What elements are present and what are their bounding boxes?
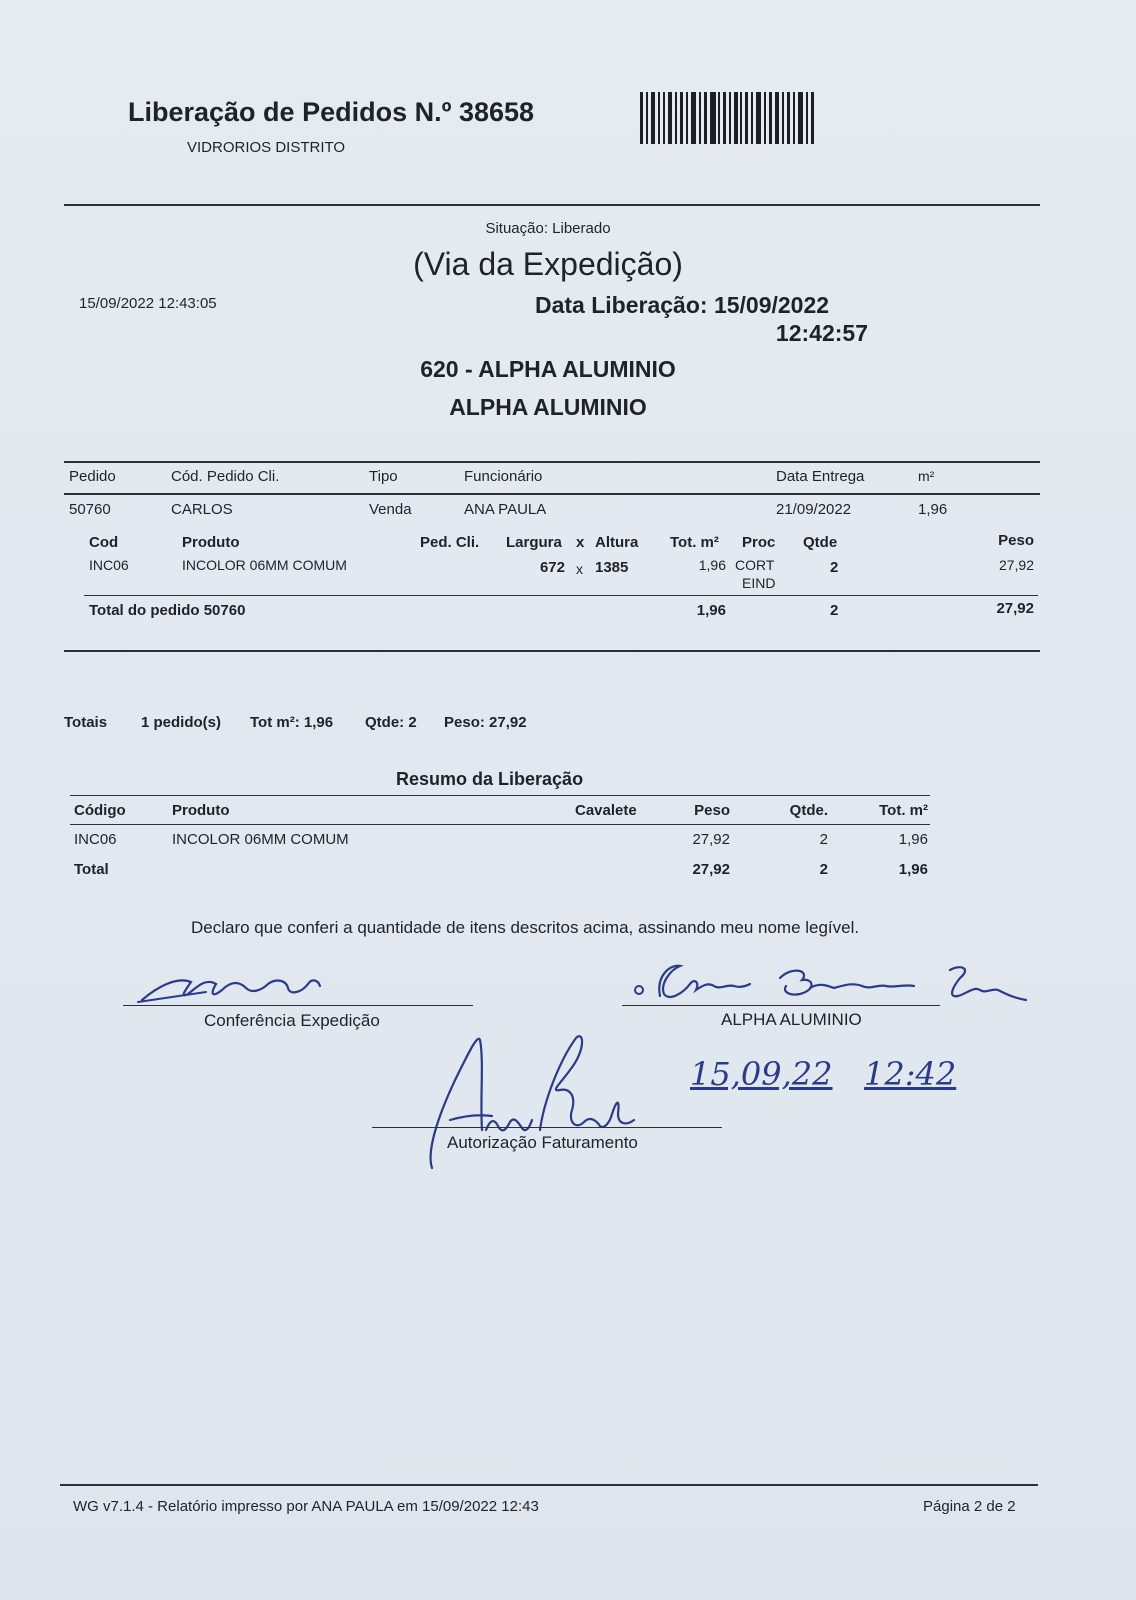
summary-col-qtde: Qtde. bbox=[789, 802, 828, 819]
client-signature bbox=[630, 956, 1040, 1012]
item-cod: INC06 bbox=[89, 557, 129, 573]
order-section-bottom-rule bbox=[64, 650, 1040, 652]
barcode bbox=[640, 92, 815, 144]
summary-col-cavalete: Cavalete bbox=[575, 802, 637, 819]
item-x: x bbox=[576, 561, 583, 577]
items-col-largura: Largura bbox=[506, 534, 562, 551]
items-col-tot-m2: Tot. m² bbox=[670, 534, 719, 551]
summary-row-produto: INCOLOR 06MM COMUM bbox=[172, 831, 349, 848]
order-pedido: 50760 bbox=[69, 501, 111, 518]
summary-col-codigo: Código bbox=[74, 802, 126, 819]
autorizacao-signature-line bbox=[372, 1127, 722, 1128]
col-data-entrega: Data Entrega bbox=[776, 468, 865, 485]
autorizacao-label: Autorização Faturamento bbox=[447, 1133, 638, 1152]
totals-pedidos: 1 pedido(s) bbox=[141, 714, 222, 731]
declaration-text: Declaro que conferi a quantidade de itens descritos acima, assinando meu nome legível. bbox=[191, 918, 860, 937]
col-tipo: Tipo bbox=[369, 468, 398, 485]
summary-row-qtde: 2 bbox=[819, 831, 828, 848]
client-signature-label: ALPHA ALUMINIO bbox=[721, 1010, 862, 1029]
client-signature-line bbox=[622, 1005, 940, 1006]
handwritten-date: 15,09,22 bbox=[690, 1055, 833, 1093]
summary-top-rule bbox=[70, 795, 930, 796]
item-proc-eind: EIND bbox=[742, 575, 776, 591]
client-code-name: 620 - ALPHA ALUMINIO bbox=[420, 356, 676, 382]
totals-label: Totais bbox=[64, 714, 108, 731]
items-col-altura: Altura bbox=[595, 534, 639, 551]
items-col-proc: Proc bbox=[742, 534, 776, 551]
summary-col-peso: Peso bbox=[694, 802, 730, 819]
order-table-top-rule bbox=[64, 461, 1040, 463]
copy-type: (Via da Expedição) bbox=[413, 246, 683, 282]
order-tipo: Venda bbox=[369, 501, 412, 518]
company-name: VIDRORIOS DISTRITO bbox=[187, 139, 346, 156]
item-largura: 672 bbox=[539, 559, 565, 576]
conferencia-signature-line bbox=[123, 1005, 473, 1006]
summary-col-produto: Produto bbox=[172, 802, 230, 819]
header-divider bbox=[64, 204, 1040, 206]
totals-qtde: Qtde: 2 bbox=[365, 714, 417, 731]
order-table-header-rule bbox=[64, 493, 1040, 495]
summary-total-qtde: 2 bbox=[819, 861, 828, 878]
totals-peso: Peso: 27,92 bbox=[444, 714, 527, 731]
document-title: Liberação de Pedidos N.º 38658 bbox=[128, 97, 535, 127]
summary-total-peso: 27,92 bbox=[692, 861, 730, 878]
summary-header-rule bbox=[70, 824, 930, 825]
order-total-m2: 1,96 bbox=[696, 602, 726, 619]
summary-total-label: Total bbox=[74, 861, 109, 878]
items-col-qtde: Qtde bbox=[803, 534, 838, 551]
footer-rule bbox=[60, 1484, 1038, 1486]
order-total-qtde: 2 bbox=[830, 602, 839, 619]
items-col-cod: Cod bbox=[89, 534, 119, 551]
summary-total-tot-m2: 1,96 bbox=[898, 861, 928, 878]
col-cod-pedido-cli: Cód. Pedido Cli. bbox=[171, 468, 280, 485]
items-col-ped-cli: Ped. Cli. bbox=[420, 534, 480, 551]
client-name: ALPHA ALUMINIO bbox=[449, 394, 647, 420]
totals-tot-m2: Tot m²: 1,96 bbox=[250, 714, 334, 731]
items-col-produto: Produto bbox=[182, 534, 240, 551]
order-cod-pedido-cli: CARLOS bbox=[171, 501, 233, 518]
conferencia-label: Conferência Expedição bbox=[204, 1011, 380, 1030]
items-total-rule bbox=[84, 595, 1038, 596]
summary-row-peso: 27,92 bbox=[692, 831, 730, 848]
items-col-peso: Peso bbox=[998, 532, 1034, 549]
item-altura: 1385 bbox=[595, 559, 629, 576]
summary-col-tot-m2: Tot. m² bbox=[879, 802, 928, 819]
col-funcionario: Funcionário bbox=[464, 468, 543, 485]
order-data-entrega: 21/09/2022 bbox=[776, 501, 852, 518]
order-funcionario: ANA PAULA bbox=[464, 501, 547, 518]
handwritten-time: 12:42 bbox=[864, 1055, 957, 1093]
item-proc-cort: CORT bbox=[735, 557, 775, 573]
release-time: 12:42:57 bbox=[775, 320, 868, 346]
item-tot-m2: 1,96 bbox=[698, 557, 726, 573]
footer-page-number: Página 2 de 2 bbox=[923, 1498, 1016, 1515]
autorizacao-signature bbox=[420, 1030, 660, 1175]
summary-title: Resumo da Liberação bbox=[396, 769, 584, 789]
item-qtde: 2 bbox=[830, 559, 839, 576]
order-total-peso: 27,92 bbox=[996, 600, 1034, 617]
print-datetime: 15/09/2022 12:43:05 bbox=[79, 295, 217, 312]
summary-row-codigo: INC06 bbox=[74, 831, 117, 848]
order-total-label: Total do pedido 50760 bbox=[89, 602, 246, 619]
item-peso: 27,92 bbox=[998, 557, 1034, 573]
col-pedido: Pedido bbox=[69, 468, 116, 485]
footer-printed-by: WG v7.1.4 - Relatório impresso por ANA PAULA em 15/09/2022 12:43 bbox=[73, 1498, 539, 1515]
release-date: Data Liberação: 15/09/2022 bbox=[535, 292, 830, 318]
status-text: Situação: Liberado bbox=[485, 220, 611, 237]
conferencia-signature bbox=[136, 968, 326, 1008]
item-produto: INCOLOR 06MM COMUM bbox=[182, 557, 347, 573]
col-m2: m² bbox=[918, 468, 935, 484]
items-col-x: x bbox=[576, 534, 585, 551]
summary-row-tot-m2: 1,96 bbox=[898, 831, 928, 848]
order-m2: 1,96 bbox=[918, 501, 948, 518]
